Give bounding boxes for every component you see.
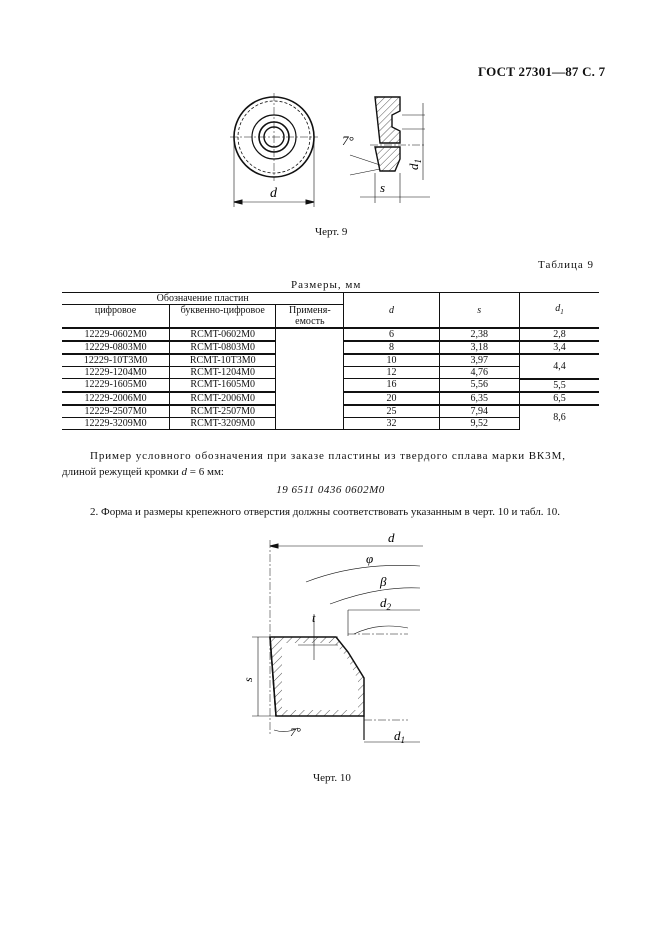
dim-d1-label: $d_1$ <box>406 159 423 170</box>
table-row: 12229-2507M0 RCMT-2507M0 25 7,94 8,6 <box>62 405 599 418</box>
figure-9-caption: Черт. 9 <box>315 226 348 238</box>
dim-d-label: d <box>270 186 277 201</box>
table-row: 12229-1605M0 RCMT-1605M0 16 5,56 5,5 <box>62 379 599 392</box>
header-d: d <box>344 293 439 329</box>
dim-s-label: s <box>380 180 386 195</box>
dim-beta-label: β <box>380 574 387 589</box>
header-applicability: Применя- <box>276 305 344 317</box>
header-group: Обозначение пластин <box>62 293 344 305</box>
table-row: 12229-3209M0 RCMT-3209M0 32 9,52 <box>62 417 599 429</box>
example-line-2: длиной режущей кромки d = 6 мм: <box>62 466 224 478</box>
table-row: 12229-0602M0 RCMT-0602M0 6 2,38 2,8 <box>62 328 599 341</box>
example-designation: 19 6511 0436 0602M0 <box>276 484 385 496</box>
dim-angle-label: 7° <box>290 725 301 739</box>
example-line-1: Пример условного обозначения при заказе пластины из твердого сплава марки ВК3М, <box>90 450 566 462</box>
table-9 <box>62 292 599 430</box>
table-units: Размеры, мм <box>291 279 362 291</box>
table-number: Таблица 9 <box>538 259 595 271</box>
dim-d2-label: $d_2$ <box>380 595 391 612</box>
figure-10-caption: Черт. 10 <box>313 772 351 784</box>
dim-d-label: d <box>388 530 395 545</box>
dim-s-label: s <box>241 677 255 682</box>
header-alnum: буквенно-цифровое <box>170 305 276 317</box>
table-row: 12229-1204M0 RCMT-1204M0 12 4,76 <box>62 367 599 379</box>
page-header: ГОСТ 27301—87 С. 7 <box>478 64 606 79</box>
dim-d1-label: $d_1$ <box>394 728 405 745</box>
table-row: 12229-0803M0 RCMT-0803M0 8 3,18 3,4 <box>62 341 599 354</box>
header-numeric: цифровое <box>62 305 170 317</box>
table-row: 12229-2006M0 RCMT-2006M0 20 6,35 6,5 <box>62 392 599 405</box>
dim-t-label: t <box>312 611 316 625</box>
header-d1: $d_1$ <box>519 293 599 329</box>
header-applicability-2: емость <box>276 316 344 328</box>
dim-phi-label: φ <box>366 551 374 566</box>
table-row: 12229-10T3M0 RCMT-10T3M0 10 3,97 4,4 <box>62 354 599 367</box>
figure-9-drawing <box>220 85 445 210</box>
figure-10-drawing <box>238 530 423 756</box>
dim-angle-label: 7° <box>342 133 354 148</box>
item-2-text: 2. Форма и размеры крепежного отверстия должны соответствовать указанным в черт. 10 и табл. 10. <box>90 506 560 518</box>
header-s: s <box>439 293 519 329</box>
